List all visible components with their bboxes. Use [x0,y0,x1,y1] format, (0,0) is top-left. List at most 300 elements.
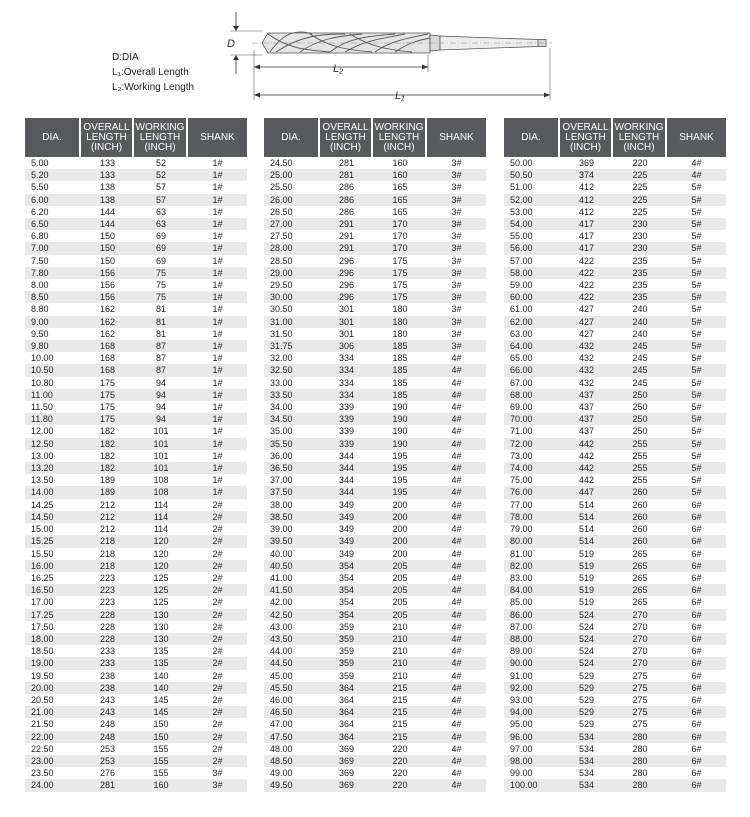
dia-cell: 34.00 [264,401,320,413]
shank-cell: 2# [188,548,247,560]
dia-cell: 32.00 [264,352,320,364]
working-length-cell: 195 [373,486,427,498]
overall-length-cell: 334 [320,389,373,401]
shank-cell: 5# [667,181,726,193]
l2-arrow-left [254,65,260,70]
overall-length-cell: 175 [81,389,134,401]
dia-cell: 18.50 [25,645,81,657]
working-length-cell: 205 [373,584,427,596]
working-length-cell: 101 [134,450,188,462]
working-length-cell: 114 [134,499,188,511]
dia-cell: 38.00 [264,499,320,511]
working-length-cell: 135 [134,645,188,657]
working-length-cell: 160 [373,169,427,181]
shank-cell: 2# [188,596,247,608]
shank-cell: 1# [188,206,247,218]
dia-arrow-top [233,26,239,31]
shank-cell: 5# [667,413,726,425]
dia-cell: 11.80 [25,413,81,425]
dia-cell: 98.00 [504,755,560,767]
overall-length-cell: 422 [560,279,613,291]
shank-cell: 3# [427,303,486,315]
overall-length-cell: 412 [560,206,613,218]
overall-length-cell: 212 [81,511,134,523]
dia-cell: 60.00 [504,291,560,303]
header-working-length: WORKING LENGTH (INCH) [373,118,427,157]
shank-cell: 2# [188,523,247,535]
table-row [25,218,247,230]
shank-cell: 1# [188,291,247,303]
working-length-cell: 190 [373,438,427,450]
working-length-cell: 94 [134,389,188,401]
dia-cell: 26.50 [264,206,320,218]
table-row [504,767,726,779]
overall-length-cell: 182 [81,450,134,462]
dia-cell: 16.25 [25,572,81,584]
working-length-cell: 220 [373,767,427,779]
working-length-cell: 52 [134,157,188,169]
header-working-length: WORKING LENGTH (INCH) [613,118,667,157]
shank-cell: 2# [188,657,247,669]
table-row [25,279,247,291]
l2-label: L₂ [333,63,344,75]
table-row [504,548,726,560]
working-length-cell: 160 [134,779,188,791]
overall-length-cell: 534 [560,755,613,767]
overall-length-cell: 529 [560,718,613,730]
dia-cell: 46.50 [264,706,320,718]
working-length-cell: 220 [613,157,667,169]
table-row [504,779,726,791]
dia-cell: 23.00 [25,755,81,767]
legend [112,50,194,95]
shank-cell: 1# [188,364,247,376]
table-row [264,486,486,498]
overall-length-cell: 514 [560,511,613,523]
dia-cell: 36.50 [264,462,320,474]
overall-length-cell: 168 [81,340,134,352]
dia-cell: 59.00 [504,279,560,291]
table-row [25,548,247,560]
overall-length-cell: 162 [81,316,134,328]
table-row [25,609,247,621]
shank-cell: 3# [188,767,247,779]
overall-length-cell: 296 [320,279,373,291]
dia-cell: 81.00 [504,548,560,560]
dia-cell: 14.25 [25,499,81,511]
table-row [25,291,247,303]
shank-cell: 3# [427,218,486,230]
working-length-cell: 130 [134,633,188,645]
table-row [504,633,726,645]
overall-length-cell: 150 [81,230,134,242]
legend-overall-length: L₁:Overall Length [112,67,189,78]
working-length-cell: 240 [613,328,667,340]
working-length-cell: 200 [373,523,427,535]
overall-length-cell: 162 [81,303,134,315]
overall-length-cell: 156 [81,291,134,303]
header-overall-length: OVERALL LENGTH (INCH) [81,118,134,157]
dia-cell: 13.00 [25,450,81,462]
shank-cell: 1# [188,340,247,352]
working-length-cell: 220 [373,755,427,767]
dia-cell: 41.00 [264,572,320,584]
dia-label: D [227,38,235,50]
working-length-cell: 94 [134,413,188,425]
dia-cell: 8.00 [25,279,81,291]
dia-cell: 6.20 [25,206,81,218]
table-row [264,718,486,730]
shank-cell: 4# [427,596,486,608]
working-length-cell: 210 [373,621,427,633]
table-row [25,682,247,694]
working-length-cell: 205 [373,560,427,572]
working-length-cell: 165 [373,206,427,218]
table-row [504,389,726,401]
dia-cell: 17.00 [25,596,81,608]
dia-cell: 71.00 [504,425,560,437]
dia-cell: 86.00 [504,609,560,621]
table-row [264,779,486,791]
shank-cell: 4# [427,486,486,498]
overall-length-cell: 301 [320,328,373,340]
dia-cell: 76.00 [504,486,560,498]
dia-cell: 44.50 [264,657,320,669]
header-shank: SHANK [667,118,726,157]
table-row [264,523,486,535]
shank-cell: 3# [188,779,247,791]
table-row [504,462,726,474]
overall-length-cell: 281 [320,169,373,181]
shank-cell: 3# [427,316,486,328]
table-row [264,401,486,413]
overall-length-cell: 334 [320,352,373,364]
shank-cell: 5# [667,364,726,376]
overall-length-cell: 223 [81,596,134,608]
dia-cell: 9.80 [25,340,81,352]
shank-cell: 3# [427,279,486,291]
table-row [25,584,247,596]
dia-cell: 8.50 [25,291,81,303]
shank-cell: 4# [667,169,726,181]
shank-cell: 6# [667,584,726,596]
working-length-cell: 155 [134,743,188,755]
dia-cell: 11.00 [25,389,81,401]
dia-cell: 33.00 [264,377,320,389]
overall-length-cell: 354 [320,584,373,596]
working-length-cell: 255 [613,438,667,450]
dia-cell: 31.50 [264,328,320,340]
table-row [25,474,247,486]
overall-length-cell: 349 [320,535,373,547]
working-length-cell: 260 [613,486,667,498]
dia-cell: 61.00 [504,303,560,315]
dia-cell: 18.00 [25,633,81,645]
shank-cell: 6# [667,706,726,718]
dia-cell: 8.80 [25,303,81,315]
overall-length-cell: 238 [81,670,134,682]
working-length-cell: 81 [134,328,188,340]
dia-cell: 17.50 [25,621,81,633]
overall-length-cell: 349 [320,548,373,560]
overall-length-cell: 175 [81,401,134,413]
table-row [264,316,486,328]
shank-cell: 4# [427,718,486,730]
shank-cell: 6# [667,560,726,572]
header-dia: DIA. [264,118,320,157]
working-length-cell: 245 [613,377,667,389]
table-row [25,743,247,755]
table-row [264,413,486,425]
overall-length-cell: 437 [560,413,613,425]
dia-cell: 12.00 [25,425,81,437]
table-row [264,609,486,621]
working-length-cell: 215 [373,718,427,730]
overall-length-cell: 228 [81,621,134,633]
working-length-cell: 87 [134,364,188,376]
table-row [504,511,726,523]
shank-cell: 5# [667,340,726,352]
overall-length-cell: 369 [320,743,373,755]
table-row [504,474,726,486]
working-length-cell: 120 [134,535,188,547]
shank-cell: 4# [427,364,486,376]
table-row [25,633,247,645]
table-row [504,352,726,364]
shank-cell: 4# [427,670,486,682]
dia-cell: 45.50 [264,682,320,694]
overall-length-cell: 189 [81,474,134,486]
working-length-cell: 69 [134,255,188,267]
overall-length-cell: 301 [320,316,373,328]
working-length-cell: 225 [613,181,667,193]
table-row [504,255,726,267]
shank-cell: 2# [188,572,247,584]
shank-cell: 1# [188,389,247,401]
table-row [504,267,726,279]
shank-cell: 4# [427,767,486,779]
overall-length-cell: 422 [560,267,613,279]
working-length-cell: 215 [373,731,427,743]
overall-length-cell: 339 [320,401,373,413]
working-length-cell: 135 [134,657,188,669]
shank-cell: 3# [427,194,486,206]
shank-cell: 6# [667,535,726,547]
overall-length-cell: 524 [560,645,613,657]
shank-cell: 2# [188,621,247,633]
table-row [25,450,247,462]
shank-cell: 4# [427,389,486,401]
overall-length-cell: 218 [81,560,134,572]
working-length-cell: 94 [134,401,188,413]
working-length-cell: 185 [373,377,427,389]
table-row [504,303,726,315]
shank-cell: 3# [427,169,486,181]
overall-length-cell: 442 [560,474,613,486]
overall-length-cell: 281 [320,157,373,169]
overall-length-cell: 534 [560,743,613,755]
working-length-cell: 230 [613,218,667,230]
overall-length-cell: 534 [560,767,613,779]
table-row [264,364,486,376]
overall-length-cell: 447 [560,486,613,498]
shank-cell: 6# [667,548,726,560]
overall-length-cell: 182 [81,438,134,450]
dia-cell: 15.25 [25,535,81,547]
table-row [264,584,486,596]
working-length-cell: 245 [613,352,667,364]
working-length-cell: 265 [613,572,667,584]
shank-cell: 4# [427,779,486,791]
working-length-cell: 114 [134,511,188,523]
shank-cell: 4# [427,523,486,535]
shank-cell: 3# [427,267,486,279]
dia-cell: 40.00 [264,548,320,560]
working-length-cell: 235 [613,279,667,291]
overall-length-cell: 514 [560,499,613,511]
dia-cell: 45.00 [264,670,320,682]
working-length-cell: 250 [613,389,667,401]
table-row [264,694,486,706]
shank-cell: 4# [427,401,486,413]
dia-cell: 15.50 [25,548,81,560]
overall-length-cell: 291 [320,218,373,230]
header-shank: SHANK [427,118,486,157]
table-row [504,438,726,450]
overall-length-cell: 291 [320,242,373,254]
table-row [504,682,726,694]
shank-cell: 4# [427,645,486,657]
working-length-cell: 210 [373,645,427,657]
dia-cell: 49.50 [264,779,320,791]
shank-cell: 4# [427,572,486,584]
table-row [25,535,247,547]
dia-cell: 85.00 [504,596,560,608]
working-length-cell: 245 [613,340,667,352]
shank-cell: 4# [427,621,486,633]
overall-length-cell: 524 [560,633,613,645]
dia-cell: 44.00 [264,645,320,657]
header-overall-length: OVERALL LENGTH (INCH) [320,118,373,157]
overall-length-cell: 296 [320,267,373,279]
overall-length-cell: 359 [320,657,373,669]
overall-length-cell: 344 [320,462,373,474]
table-row [25,425,247,437]
table-row [264,645,486,657]
l2-arrow-right [422,65,428,70]
working-length-cell: 170 [373,218,427,230]
overall-length-cell: 162 [81,328,134,340]
overall-length-cell: 276 [81,767,134,779]
working-length-cell: 195 [373,462,427,474]
dia-cell: 21.00 [25,706,81,718]
table-row [264,731,486,743]
shank-cell: 5# [667,328,726,340]
dia-cell: 62.00 [504,316,560,328]
dia-cell: 24.50 [264,157,320,169]
shank-cell: 4# [427,548,486,560]
table-row [504,413,726,425]
table-row [264,682,486,694]
shank-cell: 2# [188,743,247,755]
shank-cell: 3# [427,255,486,267]
dia-cell: 91.00 [504,670,560,682]
table-row [25,718,247,730]
table-row [264,267,486,279]
overall-length-cell: 238 [81,682,134,694]
working-length-cell: 255 [613,450,667,462]
table-row [504,194,726,206]
working-length-cell: 175 [373,279,427,291]
table-row [264,572,486,584]
table-row [25,267,247,279]
working-length-cell: 190 [373,401,427,413]
overall-length-cell: 417 [560,218,613,230]
shank-cell: 5# [667,389,726,401]
table-row [25,645,247,657]
overall-length-cell: 156 [81,279,134,291]
dia-cell: 82.00 [504,560,560,572]
table-row [25,413,247,425]
table-row [504,328,726,340]
table-row [504,242,726,254]
shank-cell: 2# [188,633,247,645]
working-length-cell: 215 [373,682,427,694]
dia-cell: 47.50 [264,731,320,743]
table-row [264,206,486,218]
working-length-cell: 280 [613,767,667,779]
table-row [504,450,726,462]
dia-cell: 22.00 [25,731,81,743]
shank-cell: 4# [427,511,486,523]
dia-cell: 6.00 [25,194,81,206]
shank-cell: 6# [667,767,726,779]
overall-length-cell: 427 [560,303,613,315]
shank-cell: 4# [427,425,486,437]
table-row [25,755,247,767]
dia-cell: 28.00 [264,242,320,254]
overall-length-cell: 144 [81,218,134,230]
dia-cell: 7.80 [25,267,81,279]
overall-length-cell: 364 [320,706,373,718]
working-length-cell: 235 [613,255,667,267]
shank-cell: 4# [427,450,486,462]
overall-length-cell: 369 [320,779,373,791]
shank-cell: 5# [667,230,726,242]
dia-cell: 16.50 [25,584,81,596]
overall-length-cell: 189 [81,486,134,498]
header-row [264,118,486,157]
working-length-cell: 205 [373,609,427,621]
shank-cell: 5# [667,438,726,450]
dia-cell: 49.00 [264,767,320,779]
overall-length-cell: 524 [560,609,613,621]
working-length-cell: 270 [613,633,667,645]
table-row [504,609,726,621]
shank-cell: 2# [188,731,247,743]
shank-cell: 4# [427,584,486,596]
overall-length-cell: 422 [560,255,613,267]
working-length-cell: 101 [134,462,188,474]
shank-cell: 5# [667,218,726,230]
dia-cell: 32.50 [264,364,320,376]
table-row [264,389,486,401]
working-length-cell: 75 [134,291,188,303]
table-row [504,718,726,730]
table-row [264,352,486,364]
shank-cell: 6# [667,596,726,608]
overall-length-cell: 427 [560,328,613,340]
